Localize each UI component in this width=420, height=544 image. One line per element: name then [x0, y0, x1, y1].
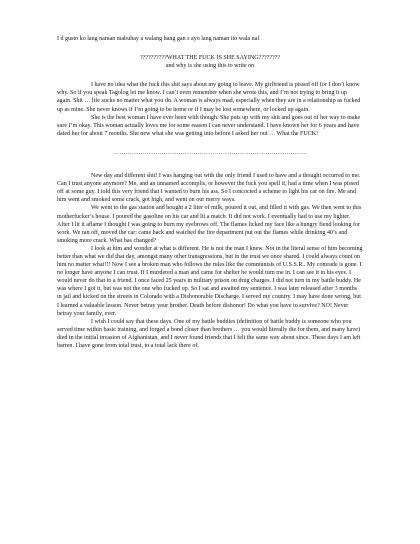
paragraph: I look at him and wonder at what is different. He is not the man I knew. Not in the literal sense of him becoming better than what we did that day, amongst many other transgressions, but in the trust we once shared. I could always count on him no matter what!!! Now I see a broken man who follows the rules like the communists of U.S.S.R.. My comrade is gone. I no longer have anyone I can trust. If I murdered a man and came for shelter he would turn me in. I can see it in his eyes. I would never do that to a friend. I once faced 25 years in military prison on drug charges. I did not turn in my battle buddy. He was where I got it, but was not the one who fucked up. So I sat and awaited my sentence. I was later released after 3 months in jail and kicked on the streets in Colorado with a Dishonorable Discharge. I served my country. I may have done wrong, but I learned a valuable lesson. Never betray your brother. Death before dishonor! Do what you have to survive? NO! Never betray your family, ever. [57, 245, 363, 317]
paragraph: I have no idea what the fuck this shit says about my going to leave. My girlfriend is pissed off for I don’t know why. So if you speak Tagolog let me know. I can’t even remember when she wrote this, and I’m not trying to bring it up again. Shit … life sucks no matter what you do. A woman is always mad, especially when they are in a relationship as fucked up as mine. She never knows if I’m going to be home or if I may be lost somewhere, or locked up again. [57, 82, 361, 113]
separator-line: ……………………………………………………………………………….. [112, 149, 308, 156]
heading-line-1: ??????????WHAT THE FUCK IS SHE SAYING???????? [139, 55, 281, 62]
paragraph: We went to the gas station and bought a 2 liter of milk, poured it out, and filled it with gas. We then went to this motherfucker’s house. I poured the gasoline on his car and lit a match. It did not work. I eventually had to use my lighter. After I lit it aflame I thought I was going to burn my eyebrows off. The flames licked my face like a hungry fiend looking for work. We ran off, moved the car: came back and watched the fire department put out the flames while drinking 40’s and smoking more crack. What has changed? [57, 205, 362, 244]
heading-block [57, 54, 363, 70]
paragraph: She is the best woman I have ever been with though. She puts up with my shit and goes out of her way to make sure I’m okay. This woman actually loves me for some reason I can never understand. I have known her for 6 years and have dated her for about 7 months. She new what she was getting into before I asked her out … What the FUCK! [57, 114, 361, 137]
paragraph: New day and different shit! I was hanging out with the only friend I used to have and a thought occurred to me. Can I trust anyone anymore? Me, and an unnamed accomplis, or however the fuck you spell it, had a time when I was pissed off at some guy. I told this very friend that I wanted to burn his ass. So I concocted a scheme to light his car on fire. Me and him went and smoked some crack, got high, and went on our merry ways. [57, 173, 361, 204]
heading-line-2: and why is she using this to write on [165, 63, 255, 70]
intro-line: I d gusto ko lang naman mabuhay a walang hang gan s ayo lang naman ito wala naf [57, 36, 260, 42]
paragraph: I wish I could say that these days. One of my battle buddies (definition of battle buddy is someone who you served time within basic training, and forged a bond closer than brothers … you would literally die for them, and many have) died in the initial invasion of Afghanistan, and I never found friends that I felt the same way about since. These days I am left barren. I have gone from total trust, to a total lack there of. [57, 318, 361, 349]
